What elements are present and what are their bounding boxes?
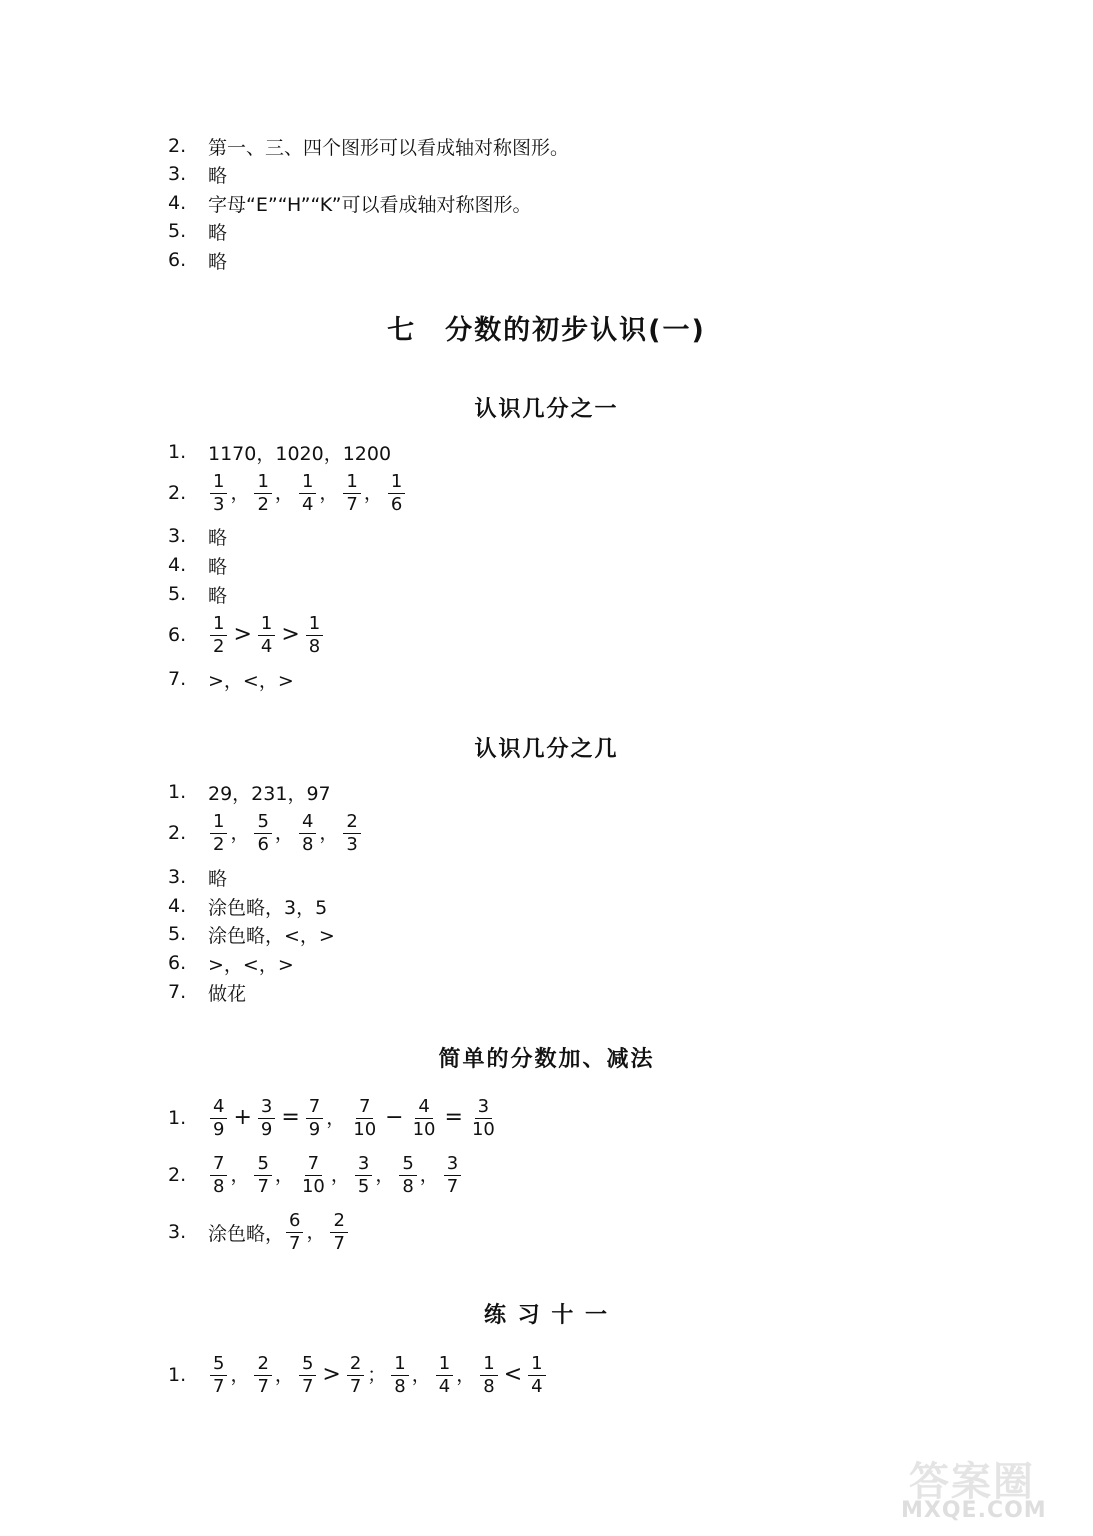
answer-line: 2. $\frac{7}{8}$ ， $\frac{5}{7}$ ， $\frac{7}{10}$ ， $\frac{3}{5}$ ， $\frac{5}{8}$ ， $\frac{3}{7}$ — [168, 1160, 463, 1190]
numerator: 1 — [210, 472, 227, 494]
fraction — [343, 812, 360, 855]
numerator: 5 — [210, 1354, 227, 1376]
numerator: 1 — [480, 1354, 497, 1376]
fraction — [343, 472, 360, 515]
fraction — [210, 1097, 227, 1140]
answer-line: 3. 略 — [168, 525, 228, 549]
denominator: 8 — [402, 1175, 414, 1197]
fraction — [350, 1097, 379, 1140]
denominator: 4 — [260, 635, 273, 657]
numerator: 4 — [415, 1097, 432, 1119]
answer-line: 2. $\frac{1}{2}$ ， $\frac{5}{6}$ ， $\frac{4}{8}$ ， $\frac{2}{3}$ — [168, 818, 363, 848]
operator: = — [281, 1104, 300, 1130]
separator: ， — [274, 481, 294, 504]
chapter-title: 七 分数的初步认识(一) — [387, 315, 706, 346]
section-title: 练 习 十 一 — [484, 1303, 609, 1328]
separator: ， — [419, 1163, 439, 1186]
numerator: 2 — [347, 1354, 364, 1376]
denominator: 8 — [308, 635, 321, 657]
operator: + — [233, 1104, 252, 1130]
numerator: 4 — [210, 1097, 227, 1119]
fraction-list — [284, 1211, 350, 1254]
denominator: 8 — [483, 1375, 495, 1397]
fraction — [469, 1097, 498, 1140]
denominator: 3 — [213, 493, 225, 515]
answer-line: 3. 涂色略， $\frac{6}{7}$ ， $\frac{2}{7}$ — [168, 1217, 350, 1247]
separator: ； — [367, 1363, 387, 1386]
numerator: 4 — [299, 812, 316, 834]
denominator: 9 — [308, 1118, 321, 1140]
fraction — [299, 1154, 328, 1197]
fraction — [306, 1097, 323, 1140]
operator: − — [385, 1104, 404, 1130]
numerator: 5 — [299, 1354, 316, 1376]
separator: ， — [274, 1363, 294, 1386]
answer-line: 4. 涂色略，3，5 — [168, 895, 328, 919]
denominator: 10 — [301, 1175, 325, 1197]
fraction — [480, 1354, 497, 1397]
fraction — [254, 472, 271, 515]
numerator: 1 — [388, 472, 405, 494]
operator: = — [444, 1104, 463, 1130]
numerator: 5 — [399, 1154, 416, 1176]
separator: ， — [230, 1163, 250, 1186]
answer-line: 1. 29，231，97 — [168, 781, 331, 805]
fraction — [258, 614, 275, 657]
fraction — [210, 614, 227, 657]
numerator: 1 — [343, 472, 360, 494]
separator: ， — [306, 1220, 326, 1243]
fraction — [210, 812, 227, 855]
answer-line: 3. 略 — [168, 163, 228, 187]
fraction — [388, 472, 405, 515]
separator: ， — [230, 1363, 250, 1386]
numerator: 7 — [306, 1097, 323, 1119]
denominator: 8 — [301, 833, 314, 855]
answer-line: 2. $\frac{1}{3}$ ， $\frac{1}{2}$ ， $\frac{1}{4}$ ， $\frac{1}{7}$ ， $\frac{1}{6}$ — [168, 478, 407, 508]
denominator: 4 — [438, 1375, 451, 1397]
fraction — [254, 812, 271, 855]
separator: ， — [411, 1363, 431, 1386]
denominator: 7 — [349, 1375, 362, 1397]
numerator: 7 — [305, 1154, 322, 1176]
fraction-sequence — [208, 1354, 548, 1397]
denominator: 8 — [213, 1175, 225, 1197]
denominator: 7 — [257, 1175, 269, 1197]
fraction — [254, 1354, 271, 1397]
fraction — [436, 1354, 453, 1397]
numerator: 3 — [355, 1154, 372, 1176]
answer-line: 7. 做花 — [168, 981, 247, 1005]
denominator: 6 — [390, 493, 403, 515]
fraction — [299, 1354, 316, 1397]
fraction — [410, 1097, 439, 1140]
numerator: 1 — [210, 812, 227, 834]
fraction-compare — [208, 614, 325, 657]
numerator: 7 — [356, 1097, 373, 1119]
separator: ， — [326, 1106, 346, 1129]
separator: ， — [375, 1163, 395, 1186]
fraction — [399, 1154, 416, 1197]
numerator: 3 — [475, 1097, 492, 1119]
numerator: 1 — [254, 472, 271, 494]
separator: ， — [319, 481, 339, 504]
numerator: 1 — [391, 1354, 408, 1376]
separator: ， — [456, 1363, 476, 1386]
answer-line: 5. 涂色略，<，> — [168, 923, 335, 947]
denominator: 7 — [346, 493, 358, 515]
separator: ， — [330, 1163, 350, 1186]
answer-line: 3. 略 — [168, 866, 228, 890]
answer-line: 5. 略 — [168, 583, 228, 607]
separator: ， — [363, 481, 383, 504]
fraction — [391, 1354, 408, 1397]
answer-line: 6. 略 — [168, 249, 228, 273]
numerator: 1 — [528, 1354, 545, 1376]
operator: > — [322, 1361, 341, 1387]
answer-line: 4. 字母“E”“H”“K”可以看成轴对称图形。 — [168, 192, 532, 216]
denominator: 5 — [357, 1175, 370, 1197]
denominator: 2 — [213, 635, 225, 657]
separator: ， — [274, 821, 294, 844]
numerator: 2 — [343, 812, 360, 834]
numerator: 2 — [330, 1211, 347, 1233]
separator: ， — [230, 821, 250, 844]
fraction — [355, 1154, 372, 1197]
numerator: 2 — [254, 1354, 271, 1376]
numerator: 1 — [258, 614, 275, 636]
numerator: 3 — [444, 1154, 461, 1176]
answer-line: 6. >，<，> — [168, 952, 294, 976]
numerator: 1 — [299, 472, 316, 494]
numerator: 5 — [254, 812, 271, 834]
fraction — [258, 1097, 275, 1140]
answer-line: 4. 略 — [168, 554, 228, 578]
numerator: 1 — [436, 1354, 453, 1376]
separator: ， — [230, 481, 250, 504]
separator: ， — [319, 821, 339, 844]
numerator: 6 — [286, 1211, 303, 1233]
fraction — [299, 812, 316, 855]
separator: ， — [274, 1163, 294, 1186]
denominator: 8 — [394, 1375, 406, 1397]
denominator: 7 — [301, 1375, 314, 1397]
section-title: 认识几分之几 — [474, 737, 619, 762]
denominator: 7 — [446, 1175, 459, 1197]
denominator: 2 — [213, 833, 225, 855]
fraction — [286, 1211, 303, 1254]
denominator: 7 — [257, 1375, 269, 1397]
denominator: 4 — [531, 1375, 543, 1397]
answer-line: 2. 第一、三、四个图形可以看成轴对称图形。 — [168, 135, 570, 159]
denominator: 7 — [213, 1375, 225, 1397]
fraction-list — [208, 472, 407, 515]
numerator: 7 — [210, 1154, 227, 1176]
fraction-equations — [208, 1097, 500, 1140]
operator: > — [233, 621, 252, 647]
answer-line: 1. 1170，1020，1200 — [168, 441, 392, 465]
denominator: 7 — [333, 1232, 345, 1254]
operator: < — [503, 1361, 523, 1387]
fraction — [444, 1154, 461, 1197]
fraction — [528, 1354, 545, 1397]
answer-line: 7. >，<，> — [168, 668, 294, 692]
answer-line: 1. $\frac{4}{9}$ + $\frac{3}{9}$ = $\frac{7}{9}$ ， $\frac{7}{10}$ − $\frac{4}{10}$ = $\frac{3}{10}$ — [168, 1103, 500, 1133]
denominator: 9 — [213, 1118, 225, 1140]
denominator: 4 — [301, 493, 314, 515]
answer-line: 6. $\frac{1}{2}$ > $\frac{1}{4}$ > $\frac{1}{8}$ — [168, 620, 325, 650]
fraction — [254, 1154, 271, 1197]
operator: > — [281, 621, 300, 647]
denominator: 3 — [346, 833, 358, 855]
fraction — [210, 472, 227, 515]
section-title: 认识几分之一 — [474, 397, 619, 422]
numerator: 1 — [210, 614, 227, 636]
fraction — [210, 1154, 227, 1197]
fraction — [299, 472, 316, 515]
fraction-list — [208, 812, 363, 855]
fraction — [330, 1211, 347, 1254]
numerator: 1 — [306, 614, 323, 636]
numerator: 3 — [258, 1097, 275, 1119]
denominator: 10 — [412, 1118, 436, 1140]
fraction — [306, 614, 323, 657]
fraction — [210, 1354, 227, 1397]
fraction — [347, 1354, 364, 1397]
denominator: 6 — [257, 833, 269, 855]
denominator: 10 — [353, 1118, 377, 1140]
denominator: 7 — [289, 1232, 301, 1254]
fraction-list — [208, 1154, 463, 1197]
denominator: 10 — [471, 1118, 495, 1140]
numerator: 5 — [254, 1154, 271, 1176]
answer-line: 1. $\frac{5}{7}$ ， $\frac{2}{7}$ ， $\frac{5}{7}$ > $\frac{2}{7}$ ； $\frac{1}{8}$ ， $\frac{1}{4}$ ， $\frac{1}{8}$ < $\frac{1}{4}$ — [168, 1360, 548, 1390]
denominator: 2 — [257, 493, 269, 515]
answer-line: 5. 略 — [168, 220, 228, 244]
denominator: 9 — [260, 1118, 273, 1140]
section-title: 简单的分数加、减法 — [438, 1047, 655, 1072]
site-watermark: 答案圈 MXQE.COM — [901, 1459, 1047, 1523]
